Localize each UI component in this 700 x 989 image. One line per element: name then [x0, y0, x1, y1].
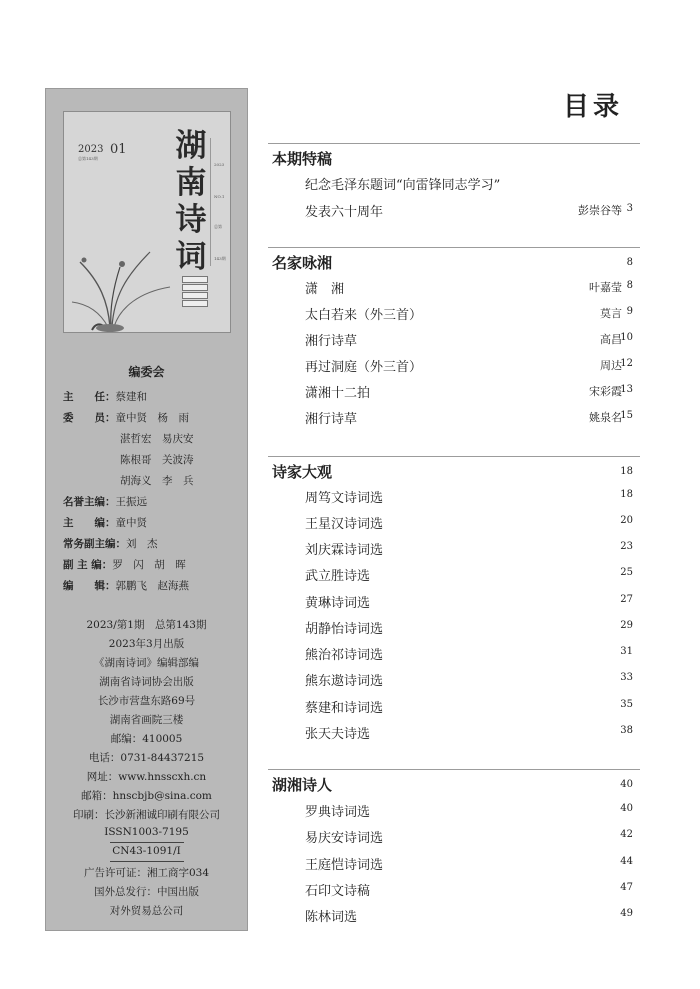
cover-issue: 01 [110, 142, 127, 157]
masthead-panel [45, 88, 248, 931]
section-title: 湖湘诗人 [272, 776, 333, 794]
toc-entry-title[interactable]: 刘庆霖诗词选 [305, 543, 384, 558]
cover-title-char: 湖 [175, 128, 207, 164]
board-names: 郭鹏飞 赵海燕 [115, 580, 189, 592]
section-page: 40 [620, 779, 633, 790]
divider [110, 842, 184, 843]
board-role: 主 编： [63, 517, 116, 529]
cover-subtitle: 总第143期 [78, 156, 98, 161]
pub-info: 广告许可证：湘工商字034 [83, 867, 210, 879]
toc-entry-title[interactable]: 胡静怡诗词选 [305, 622, 384, 637]
board-names: 胡海义 李 兵 [120, 475, 194, 487]
pub-info: CN43-1091/I [112, 845, 181, 857]
toc-entry-author: 周达 [600, 359, 622, 372]
pub-info: 长沙市营盘东路69号 [97, 695, 196, 707]
toc-entry-title[interactable]: 湘行诗草 [305, 334, 358, 349]
pub-info: ISSN1003-7195 [104, 826, 189, 838]
toc-entry-page: 20 [620, 515, 633, 526]
toc-entry-page: 15 [620, 410, 633, 421]
board-role: 主 任： [63, 391, 116, 403]
pub-info: 2023年3月出版 [108, 638, 185, 650]
board-names: 湛哲宏 易庆安 [120, 433, 194, 445]
toc-entry-page: 33 [620, 672, 633, 683]
toc-entry-page: 3 [626, 203, 633, 214]
toc-entry-page: 10 [620, 332, 633, 343]
toc-entry-page: 23 [620, 541, 633, 552]
toc-entry-page: 35 [620, 699, 633, 710]
toc-entry-author: 莫言 [600, 307, 622, 320]
board-role: 编 辑： [63, 580, 116, 592]
cover-note: 2023 [214, 162, 225, 167]
cover-title-char: 南 [175, 165, 207, 201]
section-page: 18 [620, 466, 633, 477]
toc-entry-page: 44 [620, 856, 633, 867]
pub-info: 网址：www.hnsscxh.cn [86, 771, 207, 783]
toc-entry-title[interactable]: 周笃文诗词选 [305, 491, 384, 506]
toc-entry-title[interactable]: 王庭恺诗词选 [305, 858, 384, 873]
cover-label-box [182, 292, 208, 299]
section-rule [268, 769, 640, 770]
toc-entry-author: 叶嘉莹 [589, 281, 622, 294]
pub-info: 邮编：410005 [110, 733, 183, 745]
toc-entry-page: 9 [626, 306, 633, 317]
toc-entry-page: 29 [620, 620, 633, 631]
section-rule [268, 143, 640, 144]
cover-note: 总第 [214, 224, 222, 229]
toc-entry-author: 宋彩霞 [589, 385, 622, 398]
section-title: 名家咏湘 [272, 254, 333, 272]
toc-entry-title[interactable]: 太白若来（外三首） [305, 308, 423, 323]
board-row [120, 431, 194, 445]
board-names: 童中贤 杨 雨 [115, 412, 189, 424]
board-row [63, 557, 186, 571]
board-row [63, 578, 189, 592]
cover-label-box [182, 276, 208, 283]
pub-info: 2023/第1期 总第143期 [86, 619, 207, 631]
section-rule [268, 456, 640, 457]
section-rule [268, 247, 640, 248]
board-row [63, 389, 147, 403]
toc-entry-page: 18 [620, 489, 633, 500]
toc-entry-title[interactable]: 熊治祁诗词选 [305, 648, 384, 663]
board-names: 陈根哥 关波涛 [120, 454, 194, 466]
pub-info: 湖南省诗词协会出版 [99, 676, 194, 688]
pub-info: 国外总发行：中国出版 [94, 886, 199, 898]
toc-entry-author: 高昌 [600, 333, 622, 346]
toc-entry-title[interactable]: 再过洞庭（外三首） [305, 360, 423, 375]
board-role: 委 员： [63, 412, 116, 424]
board-names: 王振远 [115, 496, 147, 508]
pub-info: 电话：0731-84437215 [88, 752, 205, 764]
toc-entry-author: 彭崇谷等 [578, 204, 622, 217]
cover-title-char: 词 [175, 239, 207, 275]
toc-entry-page: 47 [620, 882, 633, 893]
cover-label-box [182, 284, 208, 291]
cover-label-box [182, 300, 208, 307]
board-row [63, 536, 158, 550]
cover-year: 2023 [78, 144, 104, 155]
board-row [120, 473, 194, 487]
divider [110, 861, 184, 862]
orchid-illustration [70, 242, 180, 332]
toc-entry-title[interactable]: 张天夫诗选 [305, 727, 371, 742]
board-names: 童中贤 [115, 517, 147, 529]
toc-entry-title[interactable]: 罗典诗词选 [305, 805, 371, 820]
toc-entry-page: 12 [620, 358, 633, 369]
pub-info: 湖南省画院三楼 [109, 714, 184, 726]
cover-divider [210, 138, 211, 266]
board-role: 常务副主编： [63, 538, 126, 550]
toc-entry-title[interactable]: 石印文诗稿 [305, 884, 371, 899]
toc-entry-page: 38 [620, 725, 633, 736]
cover-thumbnail [63, 111, 231, 333]
toc-entry-title[interactable]: 熊东遨诗词选 [305, 674, 384, 689]
toc-entry-author: 姚泉名 [589, 411, 622, 424]
board-role: 副 主 编： [63, 559, 113, 571]
section-page: 8 [626, 257, 633, 268]
board-role: 名誉主编： [63, 496, 116, 508]
toc-entry-title[interactable]: 陈林词选 [305, 910, 358, 925]
toc-entry-title[interactable]: 纪念毛泽东题词“向雷锋同志学习” [305, 178, 501, 193]
toc-entry-page: 13 [620, 384, 633, 395]
cover-title-char: 诗 [175, 202, 207, 238]
board-names: 罗 闪 胡 晖 [112, 559, 186, 571]
toc-entry-page: 31 [620, 646, 633, 657]
editorial-board-heading: 编委会 [128, 365, 165, 379]
toc-entry-title[interactable]: 潇 湘 [305, 282, 345, 297]
toc-title: 目录 [563, 92, 624, 122]
toc-entry-page: 42 [620, 829, 633, 840]
pub-info: 《湖南诗词》编辑部编 [94, 657, 199, 669]
toc-entry-title[interactable]: 湘行诗草 [305, 412, 358, 427]
pub-info: 对外贸易总公司 [109, 905, 184, 917]
toc-entry-title[interactable]: 王星汉诗词选 [305, 517, 384, 532]
cover-note: NO.1 [214, 194, 225, 199]
pub-info: 邮箱：hnscbjb@sina.com [81, 790, 212, 802]
toc-entry-page: 8 [626, 280, 633, 291]
toc-entry-title[interactable]: 发表六十周年 [305, 205, 384, 220]
cover-note: 143期 [214, 256, 226, 261]
toc-entry-title[interactable]: 武立胜诗选 [305, 569, 371, 584]
toc-entry-page: 27 [620, 594, 633, 605]
board-names: 刘 杰 [126, 538, 158, 550]
toc-entry-title[interactable]: 潇湘十二拍 [305, 386, 371, 401]
section-title: 诗家大观 [272, 463, 333, 481]
toc-entry-page: 40 [620, 803, 633, 814]
board-row [120, 452, 194, 466]
section-title: 本期特稿 [272, 150, 333, 168]
board-row [63, 515, 147, 529]
toc-entry-page: 25 [620, 567, 633, 578]
toc-entry-title[interactable]: 蔡建和诗词选 [305, 701, 384, 716]
board-row [63, 410, 189, 424]
toc-entry-title[interactable]: 黄琳诗词选 [305, 596, 371, 611]
board-names: 蔡建和 [115, 391, 147, 403]
pub-info: 印刷：长沙新湘诚印刷有限公司 [73, 809, 220, 821]
toc-entry-title[interactable]: 易庆安诗词选 [305, 831, 384, 846]
board-row [63, 494, 147, 508]
toc-entry-page: 49 [620, 908, 633, 919]
